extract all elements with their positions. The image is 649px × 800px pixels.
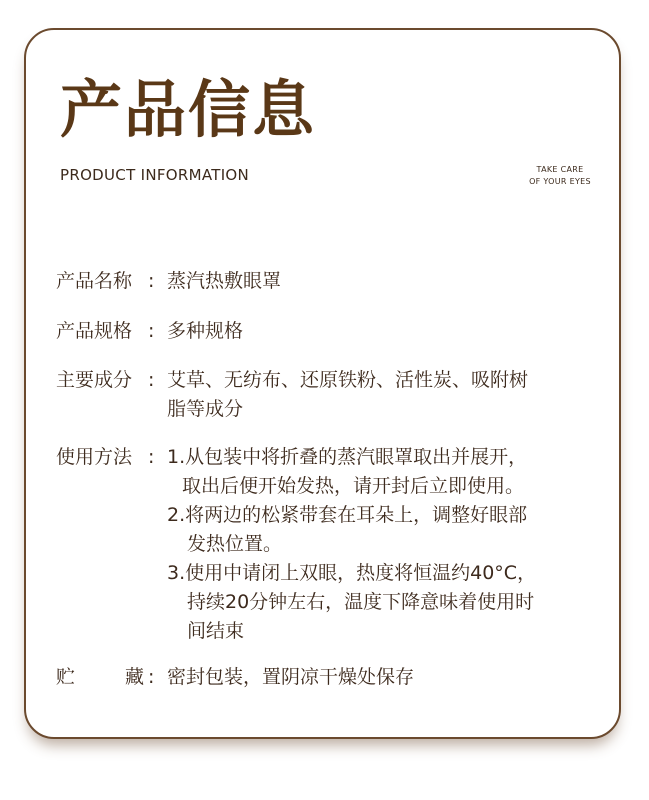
usage-step-line: 取出后便开始发热，请开封后立即使用。	[182, 475, 525, 497]
usage-step-line: 3.使用中请闭上双眼，热度将恒温约40°C，	[167, 562, 537, 584]
field-colon: :	[148, 666, 155, 688]
usage-step-line: 发热位置。	[187, 533, 283, 555]
tagline-line: OF YOUR EYES	[529, 177, 591, 186]
field-value: 密封包装，置阴凉干燥处保存	[167, 666, 415, 688]
field-label: 产品规格	[56, 320, 133, 342]
field-label-part: 贮	[56, 666, 76, 688]
value-line: 脂等成分	[167, 398, 244, 420]
tagline	[520, 164, 600, 188]
usage-step-line: 持续20分钟左右，温度下降意味着使用时	[187, 591, 535, 613]
field-label-part: 藏	[125, 666, 145, 688]
field-label: 使用方法	[56, 446, 133, 468]
usage-step-line: 1.从包装中将折叠的蒸汽眼罩取出并展开，	[167, 446, 528, 468]
field-value: 多种规格	[167, 320, 244, 342]
field-label: 主要成分	[56, 369, 133, 391]
field-colon: :	[148, 270, 155, 292]
usage-step-line: 2.将两边的松紧带套在耳朵上，调整好眼部	[167, 504, 528, 526]
field-label: 产品名称	[56, 270, 133, 292]
page-title: 产品信息	[60, 73, 317, 146]
field-colon: :	[148, 369, 155, 391]
field-colon: :	[148, 446, 155, 468]
field-value: 蒸汽热敷眼罩	[167, 270, 282, 292]
tagline-line: TAKE CARE	[536, 165, 584, 174]
field-value	[167, 366, 607, 424]
field-value	[167, 443, 607, 646]
usage-step-line: 间结束	[187, 620, 245, 642]
value-line: 艾草、无纺布、还原铁粉、活性炭、吸附树	[167, 369, 529, 391]
field-colon: :	[148, 320, 155, 342]
page-subtitle: PRODUCT INFORMATION	[60, 166, 250, 184]
